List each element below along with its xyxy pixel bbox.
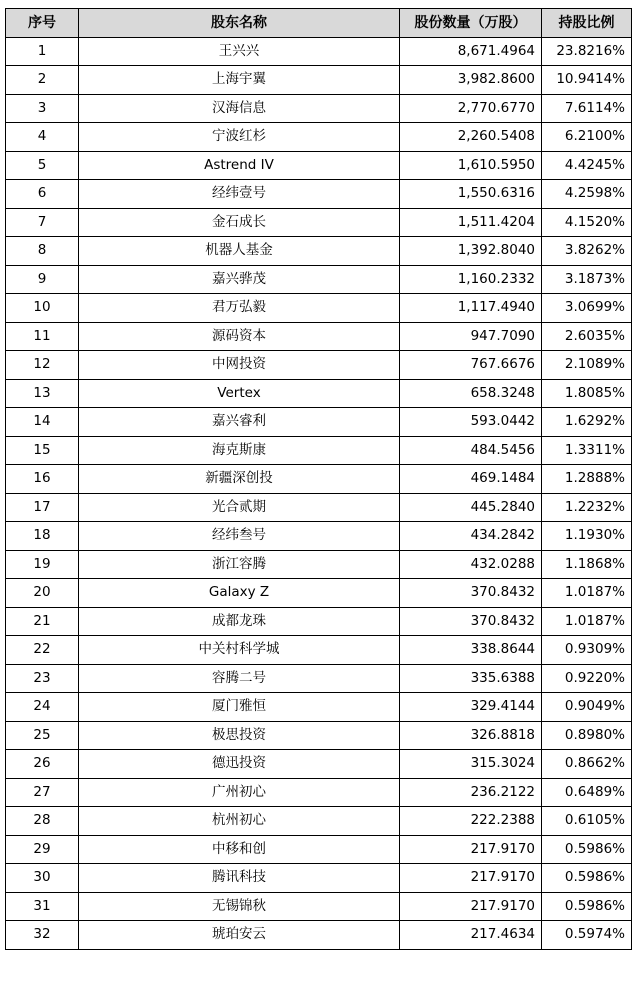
share-ratio: 1.6292% bbox=[542, 408, 632, 437]
share-ratio: 1.2888% bbox=[542, 465, 632, 494]
share-ratio: 4.1520% bbox=[542, 208, 632, 237]
share-ratio: 0.6489% bbox=[542, 778, 632, 807]
row-index: 18 bbox=[6, 522, 79, 551]
share-count: 658.3248 bbox=[400, 379, 542, 408]
share-ratio: 0.9309% bbox=[542, 636, 632, 665]
row-index: 5 bbox=[6, 151, 79, 180]
row-index: 27 bbox=[6, 778, 79, 807]
share-ratio: 2.6035% bbox=[542, 322, 632, 351]
shareholder-table-container bbox=[5, 8, 631, 950]
share-count: 484.5456 bbox=[400, 436, 542, 465]
share-count: 947.7090 bbox=[400, 322, 542, 351]
share-count: 370.8432 bbox=[400, 607, 542, 636]
shareholder-name: Astrend IV bbox=[79, 151, 400, 180]
table-row bbox=[6, 351, 632, 380]
table-row bbox=[6, 465, 632, 494]
shareholder-table bbox=[5, 8, 632, 950]
table-row bbox=[6, 864, 632, 893]
table-row bbox=[6, 208, 632, 237]
table-row bbox=[6, 294, 632, 323]
share-ratio: 0.5974% bbox=[542, 921, 632, 950]
table-row bbox=[6, 892, 632, 921]
share-ratio: 3.1873% bbox=[542, 265, 632, 294]
row-index: 30 bbox=[6, 864, 79, 893]
share-count: 767.6676 bbox=[400, 351, 542, 380]
share-count: 469.1484 bbox=[400, 465, 542, 494]
table-row bbox=[6, 94, 632, 123]
table-row bbox=[6, 237, 632, 266]
share-count: 222.2388 bbox=[400, 807, 542, 836]
share-ratio: 1.1868% bbox=[542, 550, 632, 579]
shareholder-name: 极思投资 bbox=[79, 721, 400, 750]
share-ratio: 3.0699% bbox=[542, 294, 632, 323]
share-ratio: 23.8216% bbox=[542, 37, 632, 66]
share-ratio: 6.2100% bbox=[542, 123, 632, 152]
header-row bbox=[6, 9, 632, 38]
share-ratio: 0.5986% bbox=[542, 892, 632, 921]
table-row bbox=[6, 778, 632, 807]
row-index: 22 bbox=[6, 636, 79, 665]
share-count: 1,392.8040 bbox=[400, 237, 542, 266]
share-count: 217.9170 bbox=[400, 864, 542, 893]
share-ratio: 3.8262% bbox=[542, 237, 632, 266]
header-shares: 股份数量（万股） bbox=[400, 9, 542, 38]
row-index: 12 bbox=[6, 351, 79, 380]
row-index: 15 bbox=[6, 436, 79, 465]
share-ratio: 0.5986% bbox=[542, 864, 632, 893]
share-ratio: 1.2232% bbox=[542, 493, 632, 522]
share-count: 236.2122 bbox=[400, 778, 542, 807]
shareholder-name: 新疆深创投 bbox=[79, 465, 400, 494]
share-count: 217.9170 bbox=[400, 892, 542, 921]
table-header bbox=[6, 9, 632, 38]
share-count: 593.0442 bbox=[400, 408, 542, 437]
shareholder-name: 宁波红杉 bbox=[79, 123, 400, 152]
table-row bbox=[6, 123, 632, 152]
shareholder-name: 无锡锦秋 bbox=[79, 892, 400, 921]
row-index: 9 bbox=[6, 265, 79, 294]
shareholder-name: 厦门雅恒 bbox=[79, 693, 400, 722]
row-index: 2 bbox=[6, 66, 79, 95]
row-index: 11 bbox=[6, 322, 79, 351]
table-body bbox=[6, 37, 632, 949]
share-count: 217.9170 bbox=[400, 835, 542, 864]
header-name: 股东名称 bbox=[79, 9, 400, 38]
share-ratio: 1.8085% bbox=[542, 379, 632, 408]
share-count: 3,982.8600 bbox=[400, 66, 542, 95]
shareholder-name: 光合贰期 bbox=[79, 493, 400, 522]
shareholder-name: 德迅投资 bbox=[79, 750, 400, 779]
share-ratio: 1.0187% bbox=[542, 579, 632, 608]
row-index: 1 bbox=[6, 37, 79, 66]
share-ratio: 0.6105% bbox=[542, 807, 632, 836]
shareholder-name: 浙江容腾 bbox=[79, 550, 400, 579]
row-index: 32 bbox=[6, 921, 79, 950]
row-index: 10 bbox=[6, 294, 79, 323]
share-ratio: 4.4245% bbox=[542, 151, 632, 180]
table-row bbox=[6, 436, 632, 465]
share-count: 326.8818 bbox=[400, 721, 542, 750]
share-count: 1,160.2332 bbox=[400, 265, 542, 294]
share-count: 1,511.4204 bbox=[400, 208, 542, 237]
shareholder-name: 上海宇翼 bbox=[79, 66, 400, 95]
share-count: 2,770.6770 bbox=[400, 94, 542, 123]
table-row bbox=[6, 579, 632, 608]
share-ratio: 0.8980% bbox=[542, 721, 632, 750]
share-ratio: 1.3311% bbox=[542, 436, 632, 465]
row-index: 23 bbox=[6, 664, 79, 693]
share-count: 217.4634 bbox=[400, 921, 542, 950]
row-index: 13 bbox=[6, 379, 79, 408]
share-ratio: 10.9414% bbox=[542, 66, 632, 95]
row-index: 28 bbox=[6, 807, 79, 836]
share-count: 1,117.4940 bbox=[400, 294, 542, 323]
share-count: 1,610.5950 bbox=[400, 151, 542, 180]
share-ratio: 4.2598% bbox=[542, 180, 632, 209]
share-count: 370.8432 bbox=[400, 579, 542, 608]
shareholder-name: 君万弘毅 bbox=[79, 294, 400, 323]
row-index: 25 bbox=[6, 721, 79, 750]
table-row bbox=[6, 408, 632, 437]
shareholder-name: 琥珀安云 bbox=[79, 921, 400, 950]
share-ratio: 0.9220% bbox=[542, 664, 632, 693]
share-ratio: 2.1089% bbox=[542, 351, 632, 380]
table-row bbox=[6, 493, 632, 522]
shareholder-name: Vertex bbox=[79, 379, 400, 408]
row-index: 8 bbox=[6, 237, 79, 266]
row-index: 6 bbox=[6, 180, 79, 209]
row-index: 17 bbox=[6, 493, 79, 522]
row-index: 26 bbox=[6, 750, 79, 779]
shareholder-name: 王兴兴 bbox=[79, 37, 400, 66]
shareholder-name: 广州初心 bbox=[79, 778, 400, 807]
share-count: 434.2842 bbox=[400, 522, 542, 551]
table-row bbox=[6, 66, 632, 95]
table-row bbox=[6, 607, 632, 636]
shareholder-name: 嘉兴睿利 bbox=[79, 408, 400, 437]
table-row bbox=[6, 37, 632, 66]
row-index: 14 bbox=[6, 408, 79, 437]
table-row bbox=[6, 835, 632, 864]
share-count: 1,550.6316 bbox=[400, 180, 542, 209]
row-index: 16 bbox=[6, 465, 79, 494]
shareholder-name: Galaxy Z bbox=[79, 579, 400, 608]
shareholder-name: 容腾二号 bbox=[79, 664, 400, 693]
shareholder-name: 杭州初心 bbox=[79, 807, 400, 836]
share-count: 432.0288 bbox=[400, 550, 542, 579]
shareholder-name: 源码资本 bbox=[79, 322, 400, 351]
row-index: 21 bbox=[6, 607, 79, 636]
table-row bbox=[6, 265, 632, 294]
header-ratio: 持股比例 bbox=[542, 9, 632, 38]
table-row bbox=[6, 522, 632, 551]
header-index: 序号 bbox=[6, 9, 79, 38]
shareholder-name: 机器人基金 bbox=[79, 237, 400, 266]
share-count: 315.3024 bbox=[400, 750, 542, 779]
share-ratio: 0.5986% bbox=[542, 835, 632, 864]
share-ratio: 0.8662% bbox=[542, 750, 632, 779]
shareholder-name: 嘉兴骅茂 bbox=[79, 265, 400, 294]
share-count: 8,671.4964 bbox=[400, 37, 542, 66]
shareholder-name: 经纬壹号 bbox=[79, 180, 400, 209]
row-index: 4 bbox=[6, 123, 79, 152]
shareholder-name: 中移和创 bbox=[79, 835, 400, 864]
share-ratio: 1.1930% bbox=[542, 522, 632, 551]
table-row bbox=[6, 180, 632, 209]
shareholder-name: 汉海信息 bbox=[79, 94, 400, 123]
shareholder-name: 中关村科学城 bbox=[79, 636, 400, 665]
table-row bbox=[6, 664, 632, 693]
table-row bbox=[6, 693, 632, 722]
table-row bbox=[6, 921, 632, 950]
shareholder-name: 中网投资 bbox=[79, 351, 400, 380]
share-ratio: 1.0187% bbox=[542, 607, 632, 636]
row-index: 3 bbox=[6, 94, 79, 123]
table-row bbox=[6, 322, 632, 351]
table-row bbox=[6, 750, 632, 779]
share-count: 335.6388 bbox=[400, 664, 542, 693]
table-row bbox=[6, 636, 632, 665]
table-row bbox=[6, 807, 632, 836]
shareholder-name: 海克斯康 bbox=[79, 436, 400, 465]
share-count: 445.2840 bbox=[400, 493, 542, 522]
shareholder-name: 腾讯科技 bbox=[79, 864, 400, 893]
shareholder-name: 成都龙珠 bbox=[79, 607, 400, 636]
share-count: 2,260.5408 bbox=[400, 123, 542, 152]
table-row bbox=[6, 151, 632, 180]
row-index: 29 bbox=[6, 835, 79, 864]
share-ratio: 7.6114% bbox=[542, 94, 632, 123]
shareholder-name: 经纬叁号 bbox=[79, 522, 400, 551]
row-index: 7 bbox=[6, 208, 79, 237]
share-count: 338.8644 bbox=[400, 636, 542, 665]
table-row bbox=[6, 721, 632, 750]
table-row bbox=[6, 550, 632, 579]
row-index: 19 bbox=[6, 550, 79, 579]
table-row bbox=[6, 379, 632, 408]
row-index: 20 bbox=[6, 579, 79, 608]
row-index: 24 bbox=[6, 693, 79, 722]
share-ratio: 0.9049% bbox=[542, 693, 632, 722]
row-index: 31 bbox=[6, 892, 79, 921]
shareholder-name: 金石成长 bbox=[79, 208, 400, 237]
share-count: 329.4144 bbox=[400, 693, 542, 722]
